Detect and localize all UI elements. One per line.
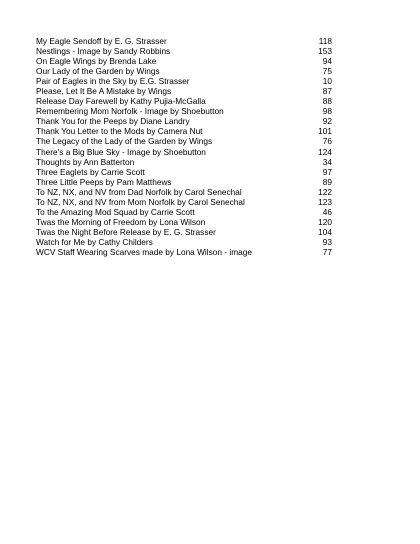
index-entry — [36, 66, 332, 76]
entry-title: WCV Staff Wearing Scarves made by Lona Wilson - image — [36, 246, 252, 257]
index-entry — [36, 147, 332, 157]
entry-page-number: 75 — [322, 66, 332, 77]
index-entry — [36, 197, 332, 207]
entry-page-number: 92 — [322, 116, 332, 127]
entry-title: Remembering Mom Norfolk - Image by Shoebutton — [36, 106, 224, 117]
entry-title: Three Eaglets by Carrie Scott — [36, 166, 145, 177]
index-entry — [36, 207, 332, 217]
entry-title: There's a Big Blue Sky - Image by Shoebutton — [36, 146, 206, 157]
entry-title: Please, Let It Be A Mistake by Wings — [36, 86, 172, 97]
entry-page-number: 93 — [322, 236, 332, 247]
entry-page-number: 10 — [322, 76, 332, 87]
entry-title: Three Little Peeps by Pam Matthews — [36, 176, 172, 187]
entry-title: Thoughts by Ann Batterton — [36, 156, 135, 167]
entry-page-number: 87 — [322, 86, 332, 97]
entry-title: Twas the Morning of Freedom by Lona Wilson — [36, 216, 206, 227]
entry-page-number: 120 — [318, 216, 332, 227]
index-entry — [36, 177, 332, 187]
index-list — [36, 36, 332, 257]
index-entry — [36, 86, 332, 96]
index-entry — [36, 96, 332, 106]
index-entry — [36, 76, 332, 86]
entry-page-number: 98 — [322, 106, 332, 117]
index-entry — [36, 217, 332, 227]
entry-title: Pair of Eagles in the Sky by E.G. Strasser — [36, 76, 190, 87]
entry-title: Twas the Night Before Release by E. G. Strasser — [36, 226, 216, 237]
entry-page-number: 88 — [322, 96, 332, 107]
index-entry — [36, 136, 332, 146]
entry-title: Watch for Me by Cathy Childers — [36, 236, 153, 247]
entry-page-number: 124 — [318, 146, 332, 157]
entry-title: To NZ, NX, and NV from Mom Norfolk by Carol Senechal — [36, 196, 245, 207]
entry-title: Thank You for the Peeps by Diane Landry — [36, 116, 190, 127]
entry-page-number: 122 — [318, 186, 332, 197]
entry-page-number: 34 — [322, 156, 332, 167]
entry-page-number: 104 — [318, 226, 332, 237]
index-entry — [36, 237, 332, 247]
index-entry — [36, 56, 332, 66]
entry-page-number: 153 — [318, 46, 332, 57]
entry-title: On Eagle Wings by Brenda Lake — [36, 56, 157, 67]
entry-title: To the Amazing Mod Squad by Carrie Scott — [36, 206, 195, 217]
index-entry — [36, 227, 332, 237]
entry-page-number: 46 — [322, 206, 332, 217]
entry-title: Nestlings - Image by Sandy Robbins — [36, 46, 171, 57]
entry-page-number: 123 — [318, 196, 332, 207]
index-entry — [36, 126, 332, 136]
index-entry — [36, 116, 332, 126]
index-entry — [36, 167, 332, 177]
entry-page-number: 89 — [322, 176, 332, 187]
index-entry — [36, 187, 332, 197]
index-entry — [36, 46, 332, 56]
entry-title: Thank You Letter to the Mods by Camera Nut — [36, 126, 203, 137]
entry-page-number: 77 — [322, 246, 332, 257]
index-entry — [36, 106, 332, 116]
index-entry — [36, 36, 332, 46]
entry-page-number: 101 — [318, 126, 332, 137]
entry-title: My Eagle Sendoff by E. G. Strasser — [36, 36, 167, 46]
entry-title: The Legacy of the Lady of the Garden by Wings — [36, 136, 213, 147]
entry-page-number: 76 — [322, 136, 332, 147]
entry-title: Release Day Farewell by Kathy Pujia-McGalla — [36, 96, 206, 107]
entry-page-number: 94 — [322, 56, 332, 67]
entry-title: Our Lady of the Garden by Wings — [36, 66, 160, 77]
index-entry — [36, 157, 332, 167]
entry-title: To NZ, NX, and NV from Dad Norfolk by Carol Senechal — [36, 186, 242, 197]
index-entry — [36, 247, 332, 257]
entry-page-number: 118 — [318, 36, 332, 46]
entry-page-number: 97 — [322, 166, 332, 177]
